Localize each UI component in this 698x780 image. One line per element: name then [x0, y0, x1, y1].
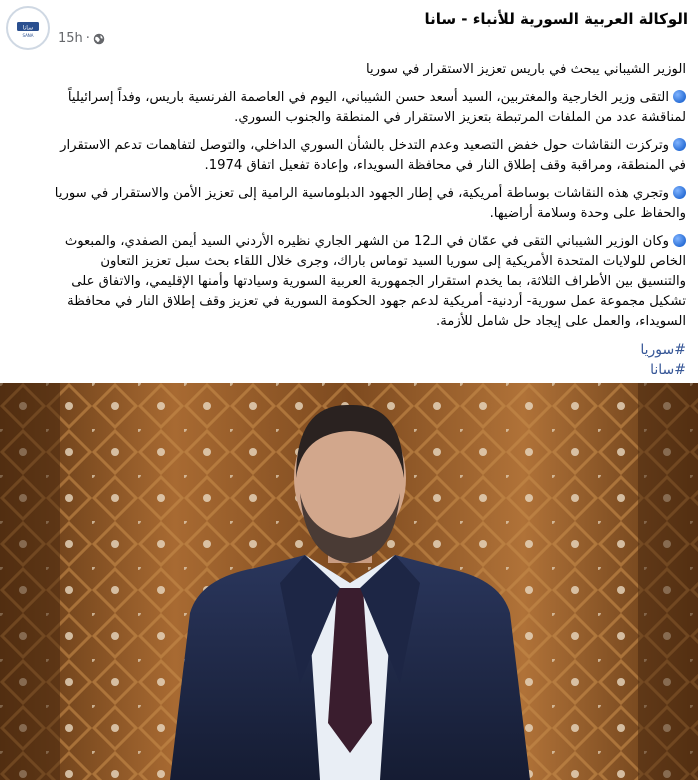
post-headline: الوزير الشيباني يبحث في باريس تعزيز الاستقرار في سوريا — [365, 62, 686, 77]
post-paragraph-3 — [50, 184, 686, 224]
post-meta — [58, 31, 105, 46]
blue-circle-icon — [673, 138, 686, 151]
post-body — [50, 60, 686, 380]
post-time[interactable]: 15h — [58, 31, 83, 46]
blue-circle-icon — [673, 90, 686, 103]
page-name[interactable] — [58, 9, 688, 28]
meta-dot: · — [85, 31, 90, 46]
paragraph-text: التقى وزير الخارجية والمغتربين، السيد أسعد حسن الشيباني، اليوم في العاصمة الفرنسية باريس، وفداً إسرائيلياً لمناقشة عدد من الملفات المرتبطة بتعزيز الاستقرار في المنطقة والجنوب السوري. — [67, 90, 686, 125]
hashtag-syria[interactable]: #سوريا — [640, 342, 686, 358]
page-avatar[interactable] — [6, 6, 50, 50]
post-paragraph-4 — [50, 232, 686, 332]
page-name-text[interactable]: الوكالة العربية السورية للأنباء - سانا — [424, 10, 688, 28]
blue-circle-icon — [673, 186, 686, 199]
blue-circle-icon — [673, 234, 686, 247]
post-photo[interactable] — [0, 383, 698, 780]
post-paragraph-1 — [50, 88, 686, 128]
avatar-sublabel: SANA — [22, 33, 34, 38]
hashtag-sana[interactable]: #سانا — [650, 362, 686, 378]
globe-icon — [93, 33, 105, 45]
post-header — [0, 0, 698, 56]
sana-logo-icon — [10, 10, 46, 46]
post-paragraph-2 — [50, 136, 686, 176]
photo-illustration — [0, 383, 698, 780]
paragraph-text: وكان الوزير الشيباني التقى في عمّان في الـ12 من الشهر الجاري نظيره الأردني السيد أيمن الصفدي، والمبعوث الخاص للولايات المتحدة الأمريكية إلى سوريا السيد توماس باراك، وجرى خلال اللقاء بحث سبل تعزيز التعاون والتنسيق بين الأطراف الثلاثة، بما يخدم استقرار الجمهورية العربية السورية وسيادتها وأمنها الإقليمي، والاتفاق على تشكيل مجموعة عمل سورية- أردنية- أمريكية لدعم جهود الحكومة السورية في تعزيز وقف إطلاق النار في محافظة السويداء، والعمل على إيجاد حل شامل للأزمة. — [64, 234, 686, 329]
paragraph-text: وتركزت النقاشات حول خفض التصعيد وعدم التدخل بالشأن السوري الداخلي، والتوصل لتفاهمات تدعم الاستقرار في المنطقة، ومراقبة وقف إطلاق النار في محافظة السويداء، وإعادة تفعيل اتفاق 1974. — [60, 138, 686, 173]
paragraph-text: وتجري هذه النقاشات بوساطة أمريكية، في إطار الجهود الدبلوماسية الرامية إلى تعزيز الأمن والاستقرار في سوريا والحفاظ على وحدة وسلامة أراضيها. — [54, 186, 686, 221]
avatar-label: سانا — [22, 24, 34, 32]
